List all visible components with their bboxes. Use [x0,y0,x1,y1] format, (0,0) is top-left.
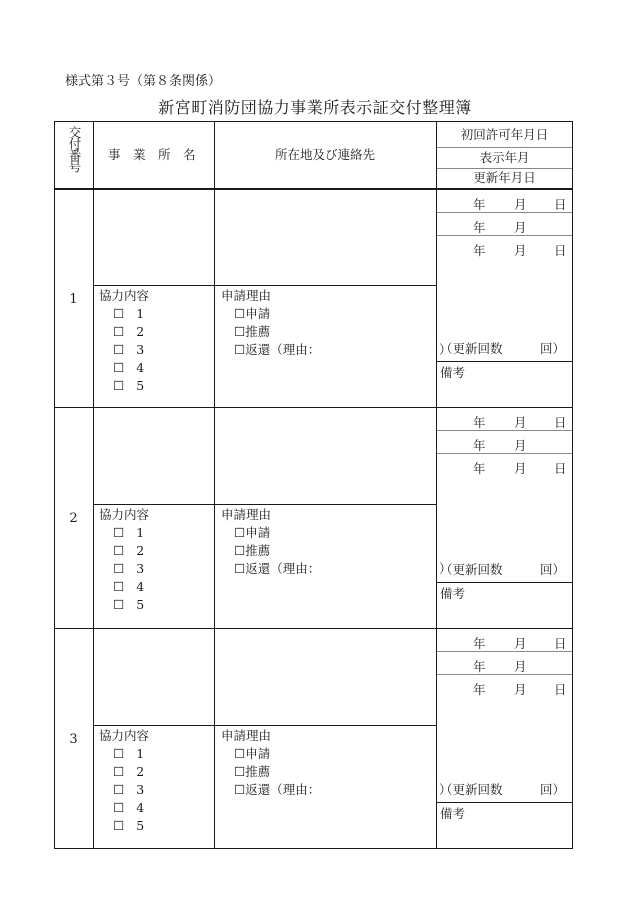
year-label: 年 [473,220,486,235]
checkbox-icon[interactable]: ☐ [113,764,125,779]
reason-option[interactable] [234,781,451,799]
cooperation-option[interactable] [113,799,144,817]
document-title: 新宮町消防団協力事業所表示証交付整理簿 [158,98,472,117]
checkbox-icon[interactable]: ☐ [113,818,125,833]
checkbox-icon[interactable]: ☐ [113,800,125,815]
reason-option-label: 返還（理由： ） [245,342,452,357]
reason-option[interactable] [234,763,451,781]
reason-option[interactable] [234,323,451,341]
row-inner-divider [93,285,436,286]
header-first-permit-date: 初回許可年月日 [460,127,549,142]
year-label: 年 [473,438,486,453]
header-display-date: 表示年月 [479,150,530,165]
day-label: 日 [554,243,567,258]
cooperation-option-label: 2 [136,324,145,339]
checkbox-icon[interactable]: ☐ [234,324,246,339]
checkbox-icon[interactable]: ☐ [234,306,246,321]
row-bottom-border [54,628,573,629]
application-reason-label: 申請理由 [221,288,272,303]
date-divider [437,430,572,431]
renewal-count: （更新回数 回） [440,562,566,577]
reason-option-label: 返還（理由： ） [245,561,452,576]
date-divider [437,235,572,236]
day-label: 日 [554,682,567,697]
cooperation-option[interactable] [113,745,144,763]
display-date-line [437,433,572,453]
col-divider-number [93,121,94,849]
col-divider-name [214,121,215,849]
checkbox-icon[interactable]: ☐ [234,764,246,779]
remarks-label: 備考 [440,806,466,821]
reason-option[interactable] [234,745,451,763]
month-label: 月 [514,243,527,258]
remarks-divider [437,802,572,803]
reason-option[interactable] [234,341,451,359]
remarks-divider [437,582,572,583]
reason-option-label: 推薦 [245,324,271,339]
cooperation-option-label: 1 [136,306,145,321]
reason-option-label: 推薦 [245,764,271,779]
header-bottom-border [54,188,573,190]
cooperation-option-label: 3 [136,782,145,797]
month-label: 月 [514,682,527,697]
reason-option[interactable] [234,560,451,578]
checkbox-icon[interactable]: ☐ [113,525,125,540]
checkbox-icon[interactable]: ☐ [113,360,125,375]
month-label: 月 [514,659,527,674]
header-issue-number: 交付番号 [67,126,82,172]
year-label: 年 [473,415,486,430]
year-label: 年 [473,197,486,212]
year-label: 年 [473,461,486,476]
date-divider [437,212,572,213]
reason-option[interactable] [234,305,451,323]
renewal-count: （更新回数 回） [440,782,566,797]
header-business-name: 事 業 所 名 [108,147,196,162]
cooperation-option-label: 5 [136,597,145,612]
cooperation-option[interactable] [113,596,144,614]
checkbox-icon[interactable]: ☐ [113,782,125,797]
row-bottom-border [54,407,573,408]
header-renewal-date: 更新年月日 [473,170,536,185]
month-label: 月 [514,438,527,453]
row-inner-divider [93,504,436,505]
checkbox-icon[interactable]: ☐ [113,543,125,558]
first-permit-date-line [437,192,572,212]
renewal-date-line [437,677,572,697]
application-reason-label: 申請理由 [221,507,272,522]
checkbox-icon[interactable]: ☐ [113,324,125,339]
cooperation-option-label: 3 [136,561,145,576]
checkbox-icon[interactable]: ☐ [113,579,125,594]
checkbox-icon[interactable]: ☐ [234,543,246,558]
checkbox-icon[interactable]: ☐ [234,746,246,761]
checkbox-icon[interactable]: ☐ [234,782,246,797]
cooperation-option-label: 3 [136,342,145,357]
checkbox-icon[interactable]: ☐ [113,378,125,393]
cooperation-options [113,524,144,614]
checkbox-icon[interactable]: ☐ [234,561,246,576]
cooperation-option[interactable] [113,524,144,542]
first-permit-date-line [437,631,572,651]
cooperation-content-label: 協力内容 [99,288,150,303]
year-label: 年 [473,636,486,651]
cooperation-option-label: 4 [136,360,145,375]
cooperation-option-label: 5 [136,378,145,393]
table-top-border [54,121,573,122]
cooperation-option[interactable] [113,377,144,395]
day-label: 日 [554,415,567,430]
header-date-divider-1 [437,147,572,148]
display-date-line [437,215,572,235]
cooperation-option[interactable] [113,323,144,341]
remarks-divider [437,361,572,362]
reason-option-label: 申請 [245,306,271,321]
display-date-line [437,654,572,674]
checkbox-icon[interactable]: ☐ [113,342,125,357]
renewal-date-line [437,238,572,258]
first-permit-date-line [437,410,572,430]
month-label: 月 [514,220,527,235]
year-label: 年 [473,243,486,258]
cooperation-option[interactable] [113,560,144,578]
year-label: 年 [473,682,486,697]
row-inner-divider [93,725,436,726]
cooperation-options [113,745,144,835]
renewal-count: （更新回数 回） [440,341,566,356]
reason-option-label: 推薦 [245,543,271,558]
day-label: 日 [554,461,567,476]
header-date-divider-2 [437,168,572,169]
renewal-date-line [437,456,572,476]
checkbox-icon[interactable]: ☐ [234,342,246,357]
cooperation-option[interactable] [113,781,144,799]
checkbox-icon[interactable]: ☐ [234,525,246,540]
cooperation-option[interactable] [113,817,144,835]
month-label: 月 [514,415,527,430]
form-number: 様式第３号（第８条関係） [65,74,222,89]
cooperation-option-label: 1 [136,746,145,761]
month-label: 月 [514,461,527,476]
cooperation-option-label: 4 [136,579,145,594]
cooperation-option[interactable] [113,542,144,560]
cooperation-option[interactable] [113,359,144,377]
date-divider [437,453,572,454]
row-number: 1 [69,292,78,307]
checkbox-icon[interactable]: ☐ [113,561,125,576]
reason-options [234,745,451,799]
table-right-border [572,121,573,849]
reason-option-label: 申請 [245,746,271,761]
row-number: 2 [69,511,78,526]
day-label: 日 [554,197,567,212]
cooperation-option-label: 2 [136,543,145,558]
cooperation-content-label: 協力内容 [99,728,150,743]
cooperation-option-label: 5 [136,818,145,833]
reason-option[interactable] [234,542,451,560]
date-divider [437,651,572,652]
date-divider [437,674,572,675]
day-label: 日 [554,636,567,651]
reason-option[interactable] [234,524,451,542]
reason-option-label: 申請 [245,525,271,540]
cooperation-option[interactable] [113,763,144,781]
cooperation-option-label: 1 [136,525,145,540]
reason-option-label: 返還（理由： ） [245,782,452,797]
reason-options [234,524,451,578]
cooperation-option[interactable] [113,341,144,359]
checkbox-icon[interactable]: ☐ [113,746,125,761]
cooperation-option-label: 2 [136,764,145,779]
year-label: 年 [473,659,486,674]
header-address-contact: 所在地及び連絡先 [274,147,375,162]
month-label: 月 [514,636,527,651]
application-reason-label: 申請理由 [221,728,272,743]
cooperation-content-label: 協力内容 [99,507,150,522]
remarks-label: 備考 [440,365,466,380]
checkbox-icon[interactable]: ☐ [113,306,125,321]
cooperation-options [113,305,144,395]
row-bottom-border [54,848,573,849]
cooperation-option-label: 4 [136,800,145,815]
reason-options [234,305,451,359]
checkbox-icon[interactable]: ☐ [113,597,125,612]
cooperation-option[interactable] [113,305,144,323]
remarks-label: 備考 [440,586,466,601]
cooperation-option[interactable] [113,578,144,596]
month-label: 月 [514,197,527,212]
row-number: 3 [69,732,78,747]
